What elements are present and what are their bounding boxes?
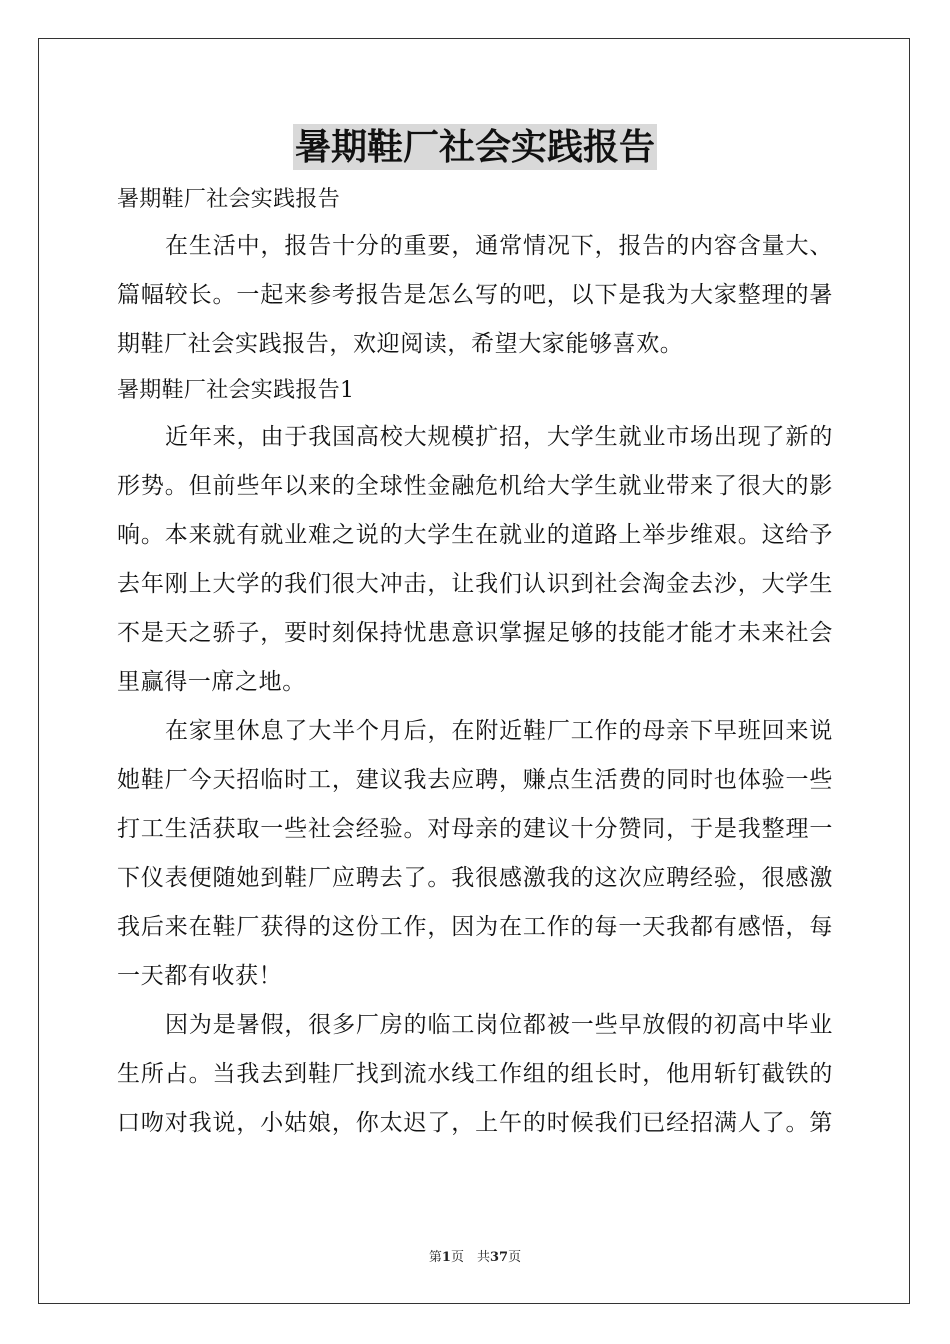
footer-page-number: 1	[441, 1250, 451, 1265]
paragraph-line: 近年来，由于我国高校大规模扩招，大学生就业市场出现了新的	[165, 424, 833, 450]
paragraph-line: 去年刚上大学的我们很大冲击，让我们认识到社会淘金去沙，大学生	[117, 571, 833, 597]
document-body	[117, 178, 833, 1148]
paragraph-line: 生所占。当我去到鞋厂找到流水线工作组的组长时，他用斩钉截铁的	[117, 1061, 833, 1087]
paragraph-line: 下仪表便随她到鞋厂应聘去了。我很感激我的这次应聘经验，很感激	[117, 865, 833, 891]
paragraph-2	[117, 707, 833, 1001]
paragraph-3	[117, 1001, 833, 1148]
title-wrap	[0, 124, 950, 170]
paragraph-line: 在家里休息了大半个月后，在附近鞋厂工作的母亲下早班回来说	[165, 718, 833, 744]
document-title: 暑期鞋厂社会实践报告	[294, 126, 655, 168]
footer-page-mid: 页 共	[450, 1250, 490, 1265]
paragraph-line: 她鞋厂今天招临时工，建议我去应聘，赚点生活费的同时也体验一些	[117, 767, 833, 793]
footer-page-suffix: 页	[508, 1250, 522, 1265]
footer-page-prefix: 第	[428, 1250, 442, 1265]
paragraph-line: 因为是暑假，很多厂房的临工岗位都被一些早放假的初高中毕业	[165, 1012, 833, 1038]
paragraph-line: 口吻对我说，小姑娘，你太迟了，上午的时候我们已经招满人了。第	[117, 1110, 833, 1136]
paragraph-line: 形势。但前些年以来的全球性金融危机给大学生就业带来了很大的影	[117, 473, 833, 499]
page-footer	[0, 1246, 950, 1265]
paragraph-line: 打工生活获取一些社会经验。对母亲的建议十分赞同，于是我整理一	[117, 816, 833, 842]
paragraph-line: 期鞋厂社会实践报告，欢迎阅读，希望大家能够喜欢。	[117, 331, 684, 357]
document-subtitle: 暑期鞋厂社会实践报告	[117, 187, 341, 212]
paragraph-line: 一天都有收获！	[117, 963, 283, 989]
paragraph-line: 里赢得一席之地。	[117, 669, 306, 695]
paragraph-line: 篇幅较长。一起来参考报告是怎么写的吧，以下是我为大家整理的暑	[117, 282, 833, 308]
section-heading: 暑期鞋厂社会实践报告1	[117, 378, 355, 403]
paragraph-line: 不是天之骄子，要时刻保持忧患意识掌握足够的技能才能才未来社会	[117, 620, 833, 646]
footer-total-pages: 37	[489, 1250, 509, 1265]
paragraph-line: 响。本来就有就业难之说的大学生在就业的道路上举步维艰。这给予	[117, 522, 833, 548]
paragraph-1	[117, 413, 833, 707]
intro-paragraph	[117, 222, 833, 369]
paragraph-line: 我后来在鞋厂获得的这份工作，因为在工作的每一天我都有感悟，每	[117, 914, 833, 940]
paragraph-line: 在生活中，报告十分的重要，通常情况下，报告的内容含量大、	[165, 233, 833, 259]
